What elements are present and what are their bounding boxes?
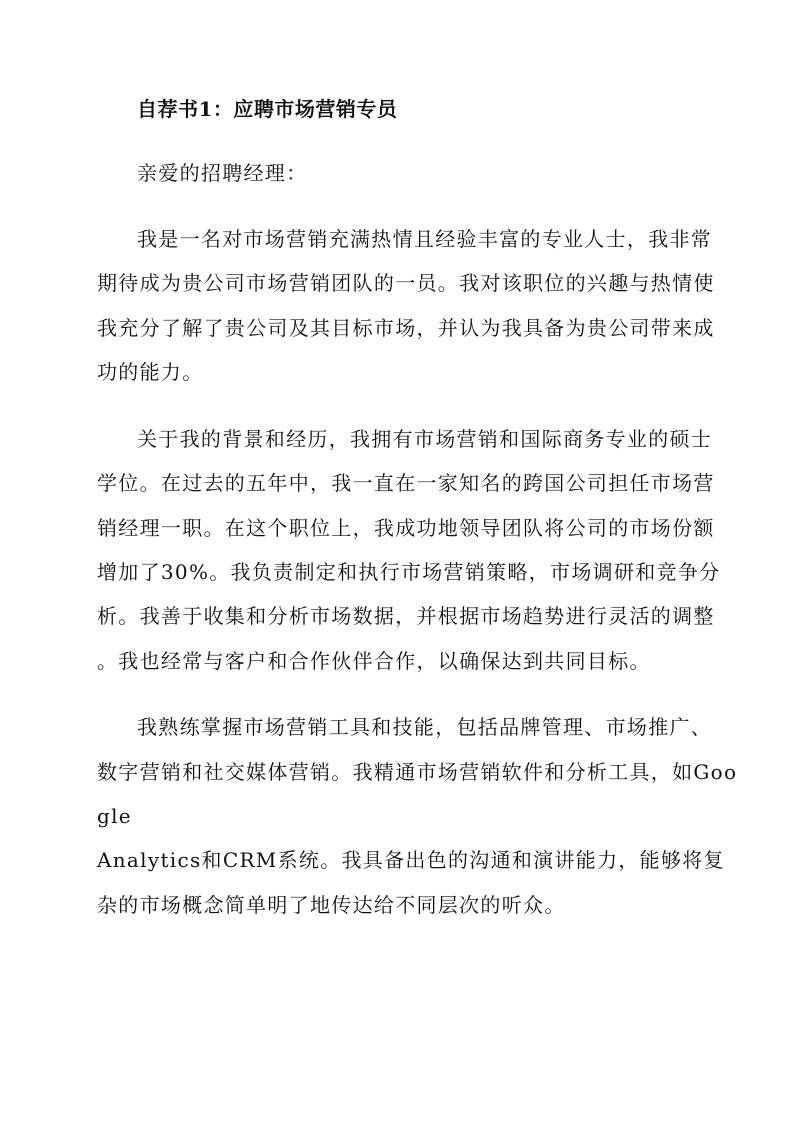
paragraph-line: 销经理一职。在这个职位上，我成功地领导团队将公司的市场份额 xyxy=(97,516,715,540)
paragraph-line: 析。我善于收集和分析市场数据，并根据市场趋势进行灵活的调整 xyxy=(97,604,715,628)
salutation: 亲爱的招聘经理： xyxy=(137,161,308,185)
paragraph-line: 我充分了解了贵公司及其目标市场，并认为我具备为贵公司带来成 xyxy=(97,316,715,340)
paragraph-line: 增加了30%。我负责制定和执行市场营销策略，市场调研和竞争分 xyxy=(97,560,721,584)
paragraph-line: Analytics和CRM系统。我具备出色的沟通和演讲能力，能够将复 xyxy=(97,848,725,872)
paragraph-line: gle xyxy=(97,804,132,828)
paragraph-line: 功的能力。 xyxy=(97,360,204,384)
paragraph-line: 数字营销和社交媒体营销。我精通市场营销软件和分析工具，如Goo xyxy=(97,760,738,784)
paragraph-line: 关于我的背景和经历，我拥有市场营销和国际商务专业的硕士 xyxy=(137,427,713,451)
paragraph-line: 我是一名对市场营销充满热情且经验丰富的专业人士，我非常 xyxy=(137,227,713,251)
document-title: 自荐书1：应聘市场营销专员 xyxy=(137,97,398,121)
paragraph-line: 我熟练掌握市场营销工具和技能，包括品牌管理、市场推广、 xyxy=(137,715,713,739)
paragraph-line: 期待成为贵公司市场营销团队的一员。我对该职位的兴趣与热情使 xyxy=(97,271,715,295)
paragraph-line: 。我也经常与客户和合作伙伴合作，以确保达到共同目标。 xyxy=(97,649,651,673)
paragraph-line: 杂的市场概念简单明了地传达给不同层次的听众。 xyxy=(97,893,566,917)
paragraph-line: 学位。在过去的五年中，我一直在一家知名的跨国公司担任市场营 xyxy=(97,471,715,495)
